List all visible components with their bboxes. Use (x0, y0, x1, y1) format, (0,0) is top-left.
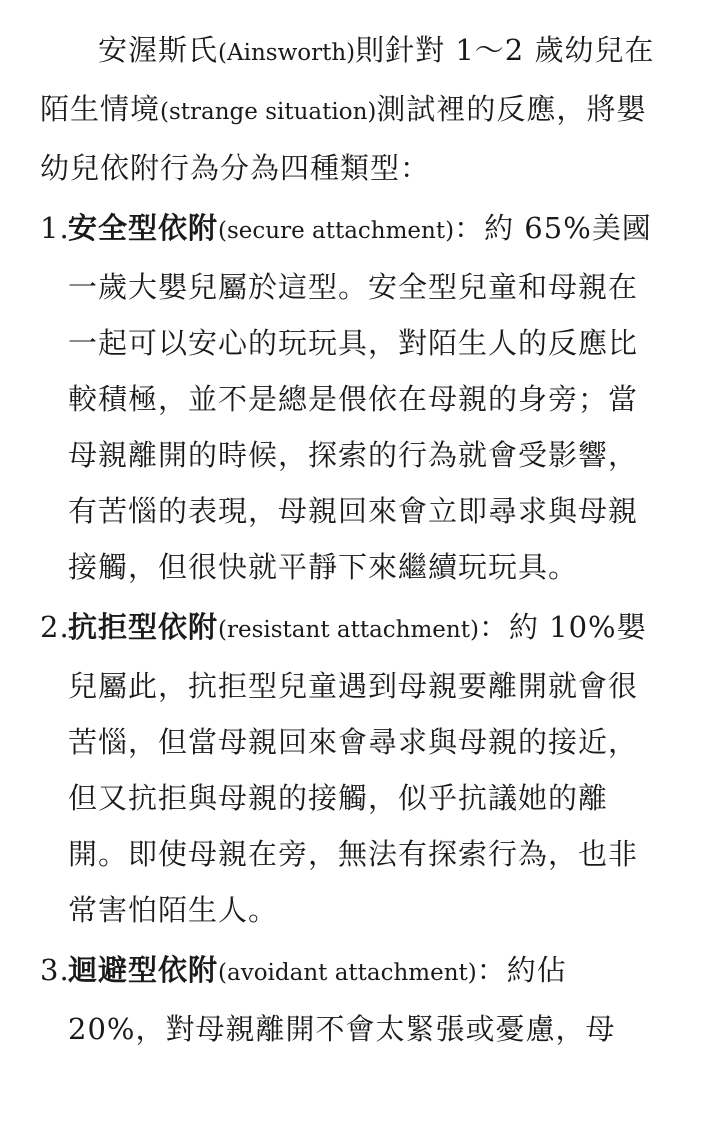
item-term: 迴避型依附 (68, 953, 219, 987)
intro-prefix: 安渥斯氏 (98, 33, 219, 67)
item-english-term: (resistant attachment) (218, 617, 479, 643)
item-number: 2. (40, 610, 70, 644)
intro-middle: 則針對 1～2 歲幼兒在陌生情境 (40, 33, 655, 126)
list-item-avoidant (40, 942, 663, 1057)
item-term: 安全型依附 (68, 211, 219, 245)
item-english-term: (avoidant attachment) (218, 960, 477, 986)
item-number: 3. (40, 953, 70, 987)
item-english-term: (secure attachment) (218, 218, 455, 244)
list-item-resistant (40, 599, 663, 938)
item-term: 抗拒型依附 (68, 610, 219, 644)
item-number: 1. (40, 211, 70, 245)
intro-english-name: (Ainsworth) (218, 40, 356, 66)
attachment-type-list (40, 200, 663, 1057)
list-item-secure (40, 200, 663, 595)
item-body: ：約 65%美國一歲大嬰兒屬於這型。安全型兒童和母親在一起可以安心的玩玩具，對陌生人的反應比較積極，並不是總是偎依在母親的身旁；當母親離開的時候，探索的行為就會受影響，有苦惱的表現，母親回來會立即尋求與母親接觸，但很快就平靜下來繼續玩玩具。 (68, 211, 652, 584)
intro-paragraph (40, 22, 663, 196)
item-body: ：約佔 20%，對母親離開不會太緊張或憂慮，母 (68, 953, 616, 1046)
intro-english-situation: (strange situation) (160, 99, 377, 125)
item-body: ：約 10%嬰兒屬此，抗拒型兒童遇到母親要離開就會很苦惱，但當母親回來會尋求與母親的接近，但又抗拒與母親的接觸，似乎抗議她的離開。即使母親在旁，無法有探索行為，也非常害怕陌生人。 (68, 610, 647, 927)
intro-suffix: 測試裡的反應，將嬰幼兒依附行為分為四種類型： (40, 92, 647, 185)
